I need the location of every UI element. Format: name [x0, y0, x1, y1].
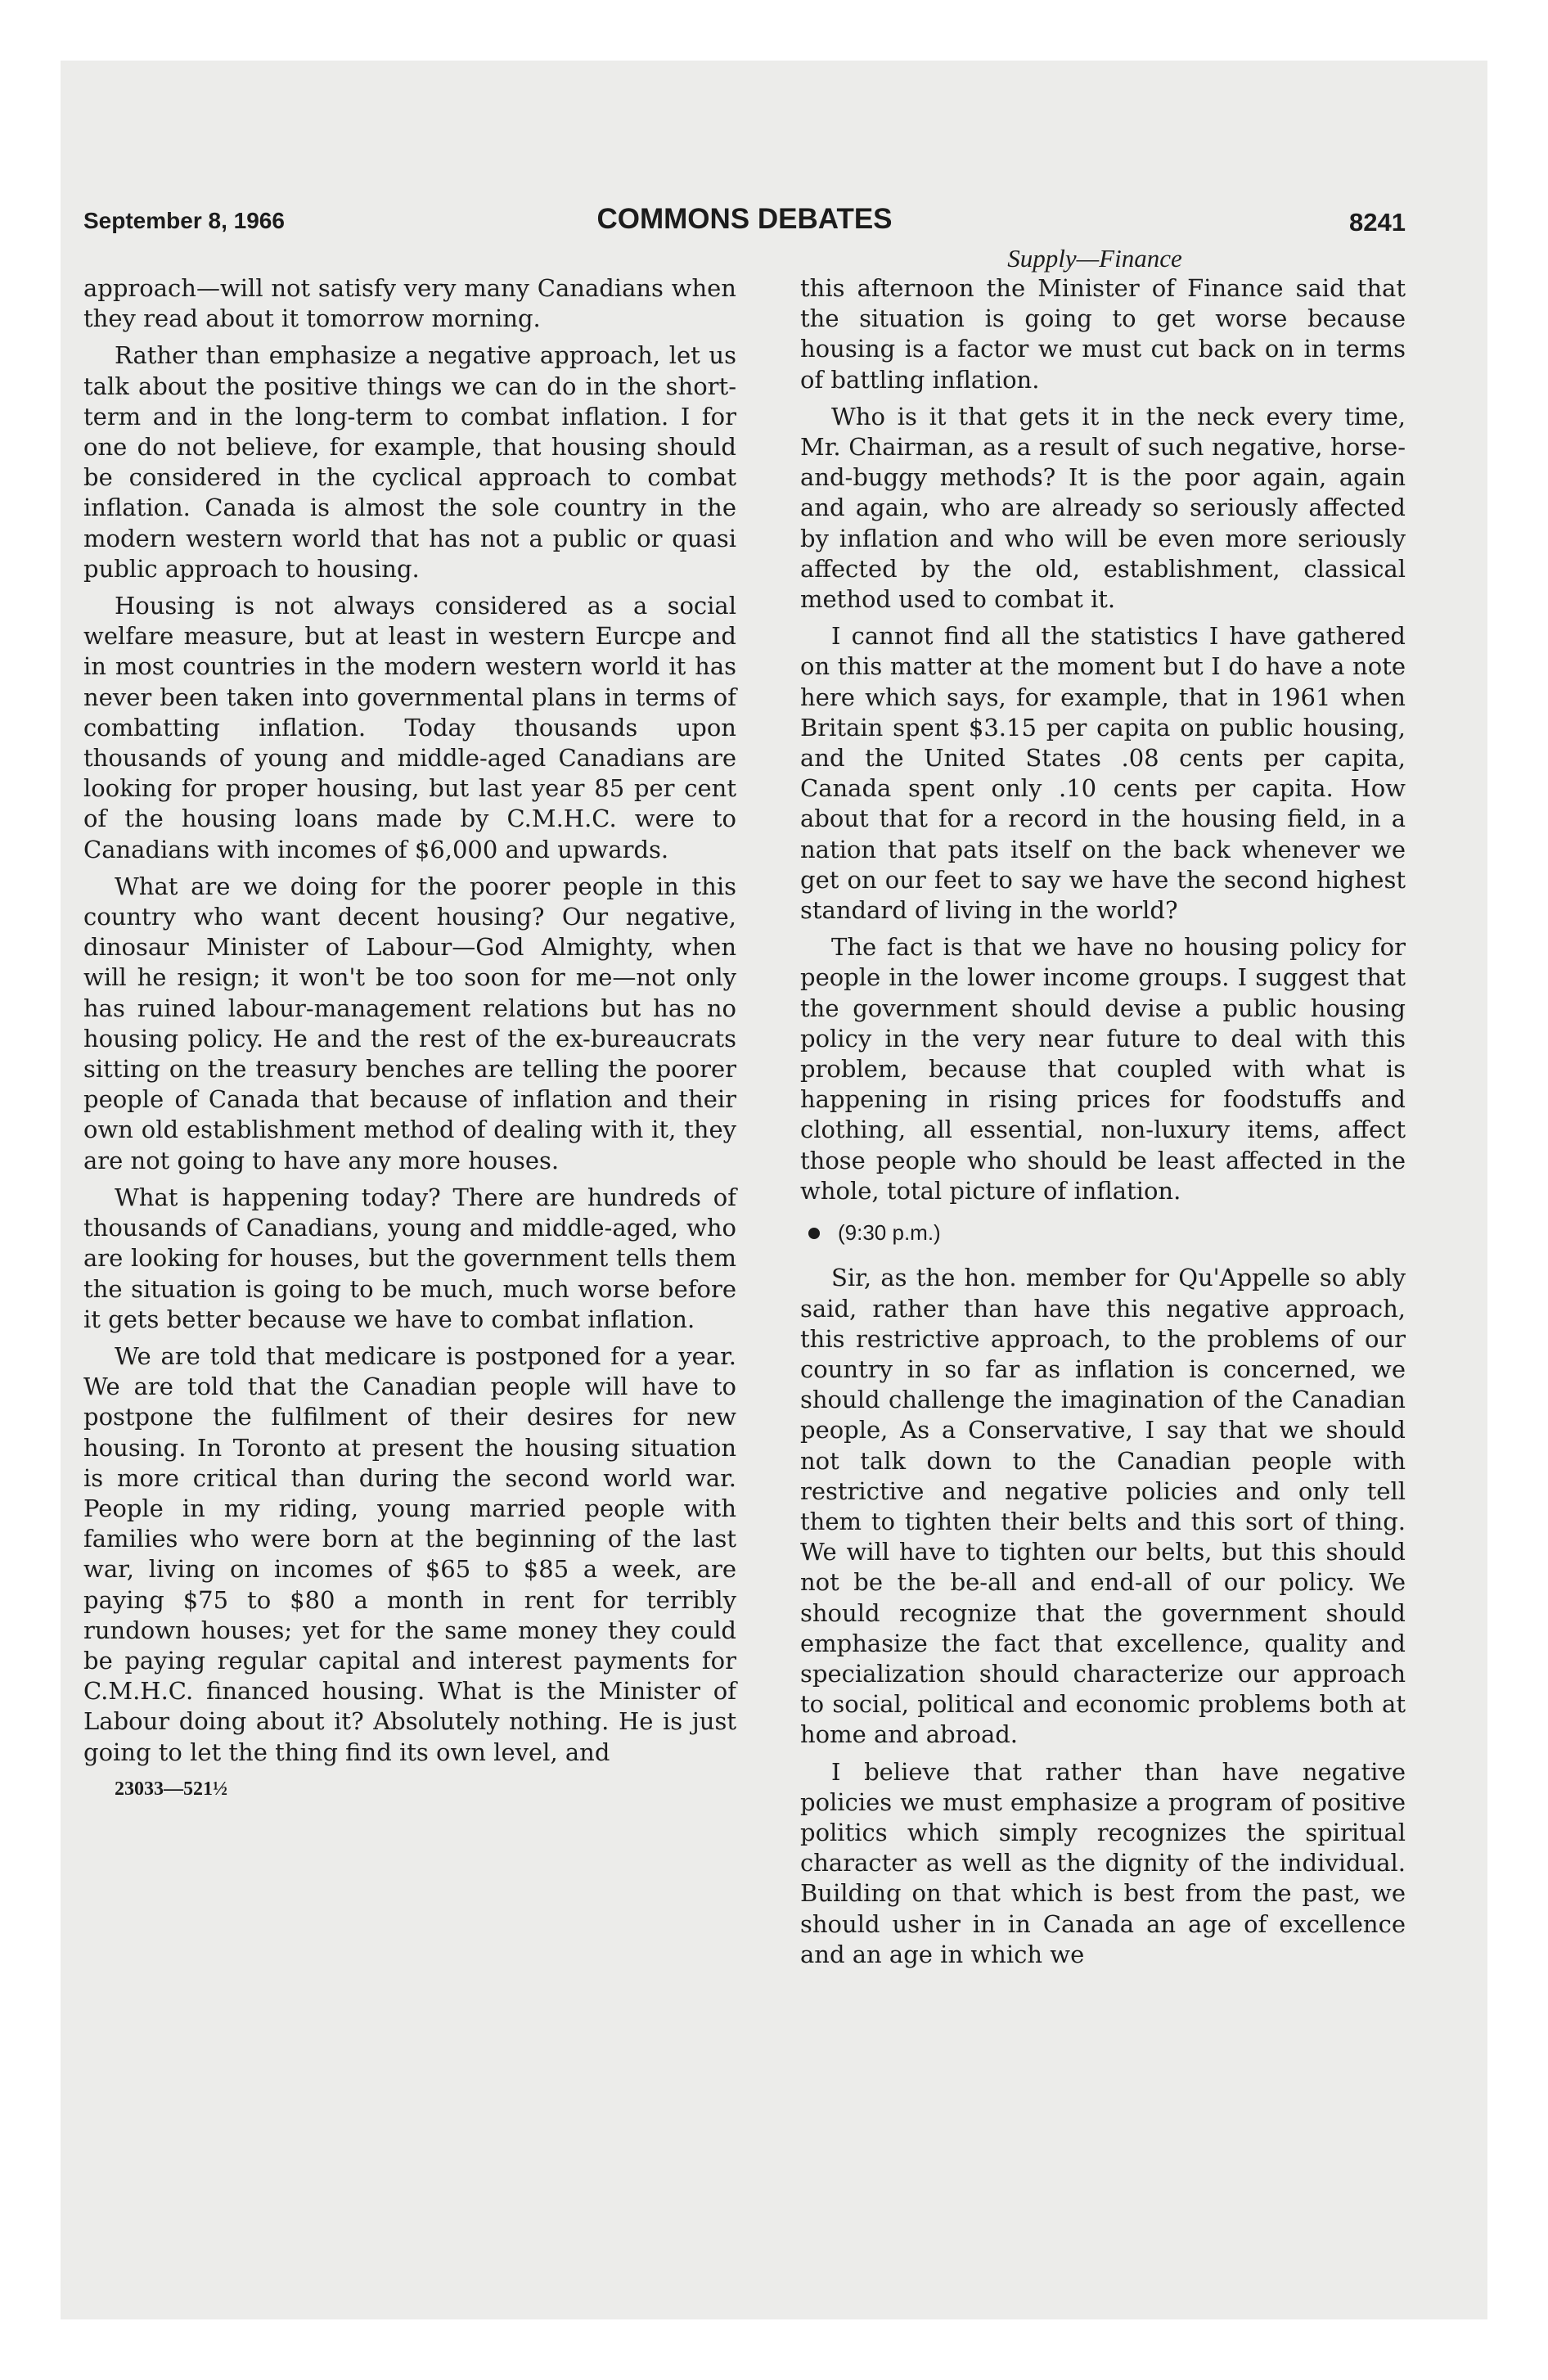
- paragraph: this afternoon the Minister of Finance said that the situation is going to get worse because housing is a factor we must cut back on in terms of battling inflation.: [800, 274, 1406, 394]
- paragraph: We are told that medicare is postponed for a year. We are told that the Canadian people will have to postpone the fulfilment of their desires for new housing. In Toronto at present the housing situation is more critical than during the second world war. People in my riding, young married people with families who were born at the beginning of the last war, living on incomes of $65 to $85 a week, are paying $75 to $80 a month in rent for terribly rundown houses; yet for the same money they could be paying regular capital and interest payments for C.M.H.C. financed housing. What is the Minister of Labour doing about it? Absolutely nothing. He is just going to let the thing find its own level, and: [83, 1341, 736, 1766]
- subject-heading: Supply—Finance: [1007, 244, 1182, 273]
- header-publication-title: COMMONS DEBATES: [596, 203, 893, 235]
- paragraph: What is happening today? There are hundreds of thousands of Canadians, young and middle-aged, who are looking for houses, but the government tells them the situation is going to be much, much worse before it gets better because we have to combat inflation.: [83, 1183, 736, 1333]
- paragraph: The fact is that we have no housing policy for people in the lower income groups. I suggest that the government should devise a public housing policy in the very near future to deal with this problem, because that coupled with what is happening in rising prices for foodstuffs and clothing, all essential, non-luxury items, affect those people who should be least affected in the whole, total picture of inflation.: [800, 933, 1406, 1205]
- paragraph: Who is it that gets it in the neck every time, Mr. Chairman, as a result of such negative, horse-and-buggy methods? It is the poor again, again and again, who are already so seriously affected by inflation and who will be even more seriously affected by the old, establishment, classical method used to combat it.: [800, 402, 1406, 614]
- right-column: [800, 273, 1406, 1977]
- paragraph: Rather than emphasize a negative approach, let us talk about the positive things we can do in the short-term and in the long-term to combat inflation. I for one do not believe, for example, that housing should be considered in the cyclical approach to combat inflation. Canada is almost the sole country in the modern western world that has not a public or quasi public approach to housing.: [83, 341, 736, 583]
- time-stamp-text: (9:30 p.m.): [838, 1220, 941, 1246]
- paragraph: What are we doing for the poorer people in this country who want decent housing? Our negative, dinosaur Minister of Labour—God Almighty, when will he resign; it won't be too soon for me—not only has ruined labour-management relations but has no housing policy. He and the rest of the ex-bureaucrats sitting on the treasury benches are telling the poorer people of Canada that because of inflation and their own old establishment method of dealing with it, they are not going to have any more houses.: [83, 872, 736, 1174]
- paragraph: I believe that rather than have negative policies we must emphasize a program of positive politics which simply recognizes the spiritual character as well as the dignity of the individual. Building on that which is best from the past, we should usher in in Canada an age of excellence and an age in which we: [800, 1757, 1406, 1968]
- left-column: [83, 273, 736, 1805]
- header-date: September 8, 1966: [83, 208, 285, 233]
- paragraph: approach—will not satisfy very many Canadians when they read about it tomorrow morning.: [83, 274, 736, 333]
- bullet-icon: [808, 1228, 820, 1239]
- printing-code: 23033—521½: [115, 1778, 227, 1800]
- header-page-number: 8241: [1349, 208, 1406, 237]
- document-page: [83, 200, 1406, 2164]
- time-stamp: [800, 1218, 1406, 1248]
- page-header: [83, 200, 1406, 241]
- paragraph: I cannot find all the statistics I have gathered on this matter at the moment but I do have a note here which says, for example, that in 1961 when Britain spent $3.15 per capita on public housing, and the United States .08 cents per capita, Canada spent only .10 cents per capita. How about that for a record in the housing field, in a nation that pats itself on the back whenever we get on our feet to say we have the second highest standard of living in the world?: [800, 622, 1406, 925]
- paragraph: Sir, as the hon. member for Qu'Appelle so ably said, rather than have this negative approach, this restrictive approach, to the problems of our country in so far as inflation is concerned, we should challenge the imagination of the Canadian people, As a Conservative, I say that we should not talk down to the Canadian people with restrictive and negative policies and only tell them to tighten their belts and this sort of thing. We will have to tighten our belts, but this should not be the be-all and end-all of our policy. We should recognize that the government should emphasize the fact that excellence, quality and specialization should characterize our approach to social, political and economic problems both at home and abroad.: [800, 1264, 1406, 1749]
- paragraph: Housing is not always considered as a social welfare measure, but at least in western Eurcpe and in most countries in the modern western world it has never been taken into governmental plans in terms of combatting inflation. Today thousands upon thousands of young and middle-aged Canadians are looking for proper housing, but last year 85 per cent of the housing loans made by C.M.H.C. were to Canadians with incomes of $6,000 and upwards.: [83, 592, 736, 863]
